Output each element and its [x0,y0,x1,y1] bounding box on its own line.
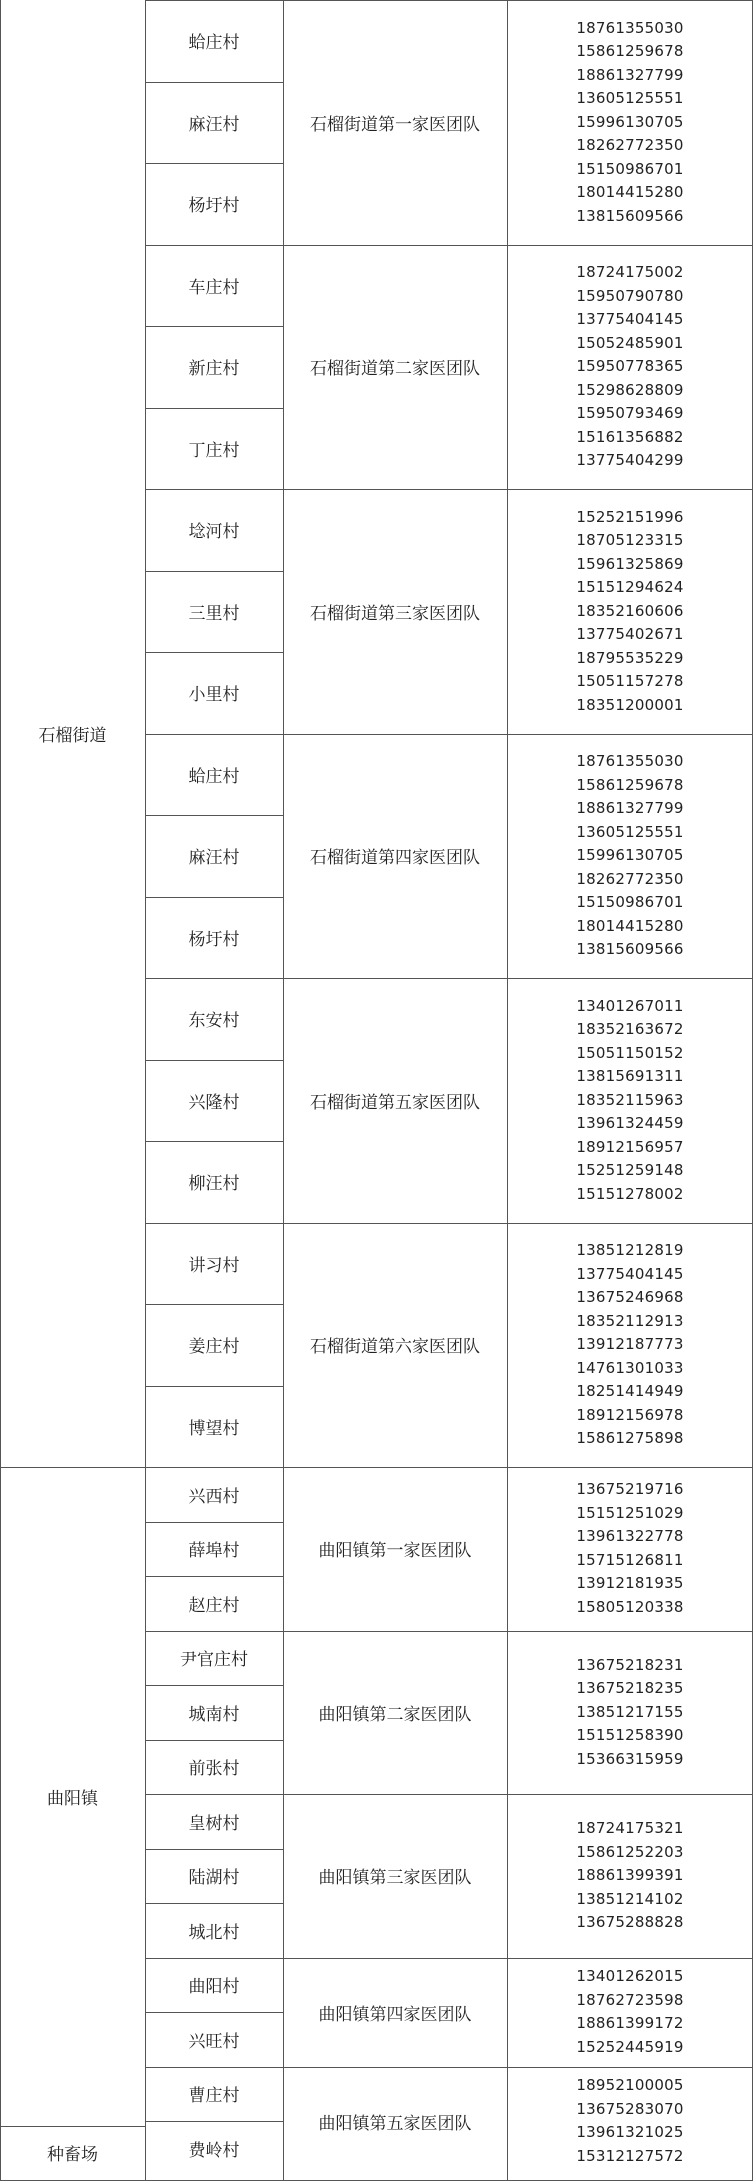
phone-number: 14761301033 [576,1358,684,1377]
phone-number: 13775404299 [576,451,684,469]
village-name: 姜庄村 [188,1337,240,1358]
village-name: 麻汪村 [188,848,240,869]
phone-number: 15715126811 [576,1550,684,1569]
phone-number: 18352115963 [576,1090,684,1109]
phone-number: 15252445919 [576,2037,684,2056]
phone-number: 18761355030 [576,752,684,770]
phone-number: 13775404145 [576,1264,684,1283]
village-name: 曹庄村 [188,2086,240,2107]
phone-number: 13675218235 [576,1679,684,1697]
phone-number: 13961322778 [576,1527,684,1546]
phone-number: 18262772350 [576,136,684,154]
phone-number: 15861259678 [576,775,684,794]
phone-number: 18912156978 [576,1405,684,1424]
village-name: 博望村 [188,1418,240,1439]
phone-number: 15151258390 [576,1726,684,1744]
phone-number: 18861399391 [576,1866,684,1884]
team-name: 曲阳镇第三家医团队 [318,1868,472,1889]
phone-number: 18251414949 [576,1382,684,1400]
phone-number: 18861327799 [576,65,684,84]
phone-number: 18351200001 [576,695,684,714]
phone-number: 15151251029 [576,1503,684,1522]
phone-number: 18352160606 [576,601,684,620]
phone-number: 13961324459 [576,1114,684,1132]
phone-number: 15950778365 [576,357,684,375]
phone-number: 15805120338 [576,1597,684,1616]
village-name: 新庄村 [188,359,240,380]
phone-list [507,734,753,979]
team-name: 石榴街道第六家医团队 [310,1337,480,1358]
village-name: 陆湖村 [188,1868,240,1889]
village-name: 小里村 [188,685,240,706]
village-name: 丁庄村 [188,440,240,461]
phone-number: 18724175321 [576,1819,684,1837]
phone-number: 13675246968 [576,1288,684,1306]
phone-number: 15298628809 [576,380,684,399]
village-name: 三里村 [188,603,240,624]
phone-number: 13815609566 [576,940,684,958]
phone-number: 13961321025 [576,2123,684,2141]
village-name: 曲阳村 [188,1977,240,1998]
team-name: 曲阳镇第二家医团队 [318,1704,472,1725]
phone-number: 15150986701 [576,893,684,911]
phone-number: 18014415280 [576,916,684,935]
phone-number: 13815609566 [576,206,684,225]
district-name: 曲阳镇 [47,1788,98,1809]
phone-number: 13775404145 [576,310,684,328]
village-name: 柳汪村 [188,1174,240,1195]
phone-list [507,489,753,734]
phone-list [507,1467,753,1631]
phone-number: 15051150152 [576,1043,684,1062]
phone-list [507,1631,753,1795]
phone-number: 18762723598 [576,1990,684,2009]
phone-number: 15996130705 [576,846,684,864]
phone-number: 13851214102 [576,1889,684,1908]
phone-number: 18705123315 [576,531,684,549]
phone-number: 13675283070 [576,2099,684,2118]
phone-number: 15996130705 [576,112,684,131]
phone-number: 15051157278 [576,672,684,690]
phone-number: 18795535229 [576,648,684,667]
village-name: 讲习村 [188,1255,240,1276]
village-name: 费岭村 [188,2140,240,2161]
phone-list [507,978,753,1223]
village-name: 麻汪村 [188,114,240,135]
phone-number: 15950790780 [576,286,684,305]
phone-number: 15861259678 [576,42,684,60]
phone-number: 18262772350 [576,869,684,888]
phone-number: 13912181935 [576,1574,684,1593]
phone-number: 15961325869 [576,554,684,573]
team-name: 石榴街道第五家医团队 [310,1092,480,1113]
village-name: 城南村 [188,1704,240,1725]
phone-number: 15052485901 [576,333,684,352]
village-name: 杨圩村 [188,929,240,950]
phone-number: 15312127572 [576,2146,684,2165]
phone-number: 18861327799 [576,799,684,817]
phone-list [507,1958,753,2067]
village-name: 尹官庄村 [180,1650,248,1671]
phone-number: 15251259148 [576,1161,684,1179]
phone-number: 15950793469 [576,404,684,422]
phone-number: 13851212819 [576,1241,684,1259]
phone-number: 18724175002 [576,263,684,281]
phone-number: 13605125551 [576,89,684,107]
village-name: 赵庄村 [188,1595,240,1616]
team-name: 曲阳镇第五家医团队 [318,2113,472,2134]
village-name: 兴隆村 [188,1092,240,1113]
team-name: 曲阳镇第四家医团队 [318,2004,472,2025]
phone-number: 13775402671 [576,625,684,643]
village-name: 皇树村 [188,1813,240,1834]
phone-number: 18352163672 [576,1020,684,1038]
phone-number: 18352112913 [576,1311,684,1330]
phone-number: 15151294624 [576,578,684,596]
village-name: 东安村 [188,1011,240,1032]
phone-number: 13912187773 [576,1335,684,1353]
village-name: 薛埠村 [188,1541,240,1562]
village-name: 兴西村 [188,1486,240,1507]
team-name: 曲阳镇第一家医团队 [318,1541,472,1562]
phone-list [507,0,753,245]
village-name: 前张村 [188,1759,240,1780]
phone-number: 15861275898 [576,1429,684,1447]
village-name: 城北村 [188,1922,240,1943]
team-name: 石榴街道第一家医团队 [310,114,480,135]
village-name: 埝河村 [188,522,240,543]
phone-number: 13815691311 [576,1067,684,1085]
phone-number: 13675218231 [576,1655,684,1674]
phone-list [507,1794,753,1958]
phone-number: 15151278002 [576,1184,684,1203]
team-name: 石榴街道第二家医团队 [310,359,480,380]
phone-number: 18912156957 [576,1137,684,1156]
phone-number: 15366315959 [576,1749,684,1768]
district-name: 石榴街道 [38,726,107,746]
phone-number: 13401262015 [576,1967,684,1985]
village-name: 兴旺村 [188,2031,240,2052]
team-name: 石榴街道第四家医团队 [310,848,480,869]
team-name: 石榴街道第三家医团队 [310,603,480,624]
phone-number: 13401267011 [576,996,684,1015]
phone-number: 15252151996 [576,507,684,526]
phone-number: 18761355030 [576,18,684,37]
phone-number: 15150986701 [576,159,684,178]
phone-list [507,2067,753,2176]
phone-number: 13851217155 [576,1702,684,1721]
village-name: 车庄村 [188,277,240,298]
phone-number: 18952100005 [576,2076,684,2094]
village-name: 蛤庄村 [188,33,240,54]
village-name: 杨圩村 [188,196,240,217]
phone-number: 13605125551 [576,822,684,841]
phone-number: 15861252203 [576,1842,684,1861]
phone-number: 13675288828 [576,1913,684,1931]
phone-number: 13675219716 [576,1480,684,1499]
phone-list [507,1223,753,1468]
village-name: 蛤庄村 [188,766,240,787]
phone-list [507,245,753,490]
district-name: 种畜场 [47,2145,98,2166]
phone-number: 18014415280 [576,183,684,201]
phone-number: 18861399172 [576,2014,684,2032]
phone-number: 15161356882 [576,427,684,446]
